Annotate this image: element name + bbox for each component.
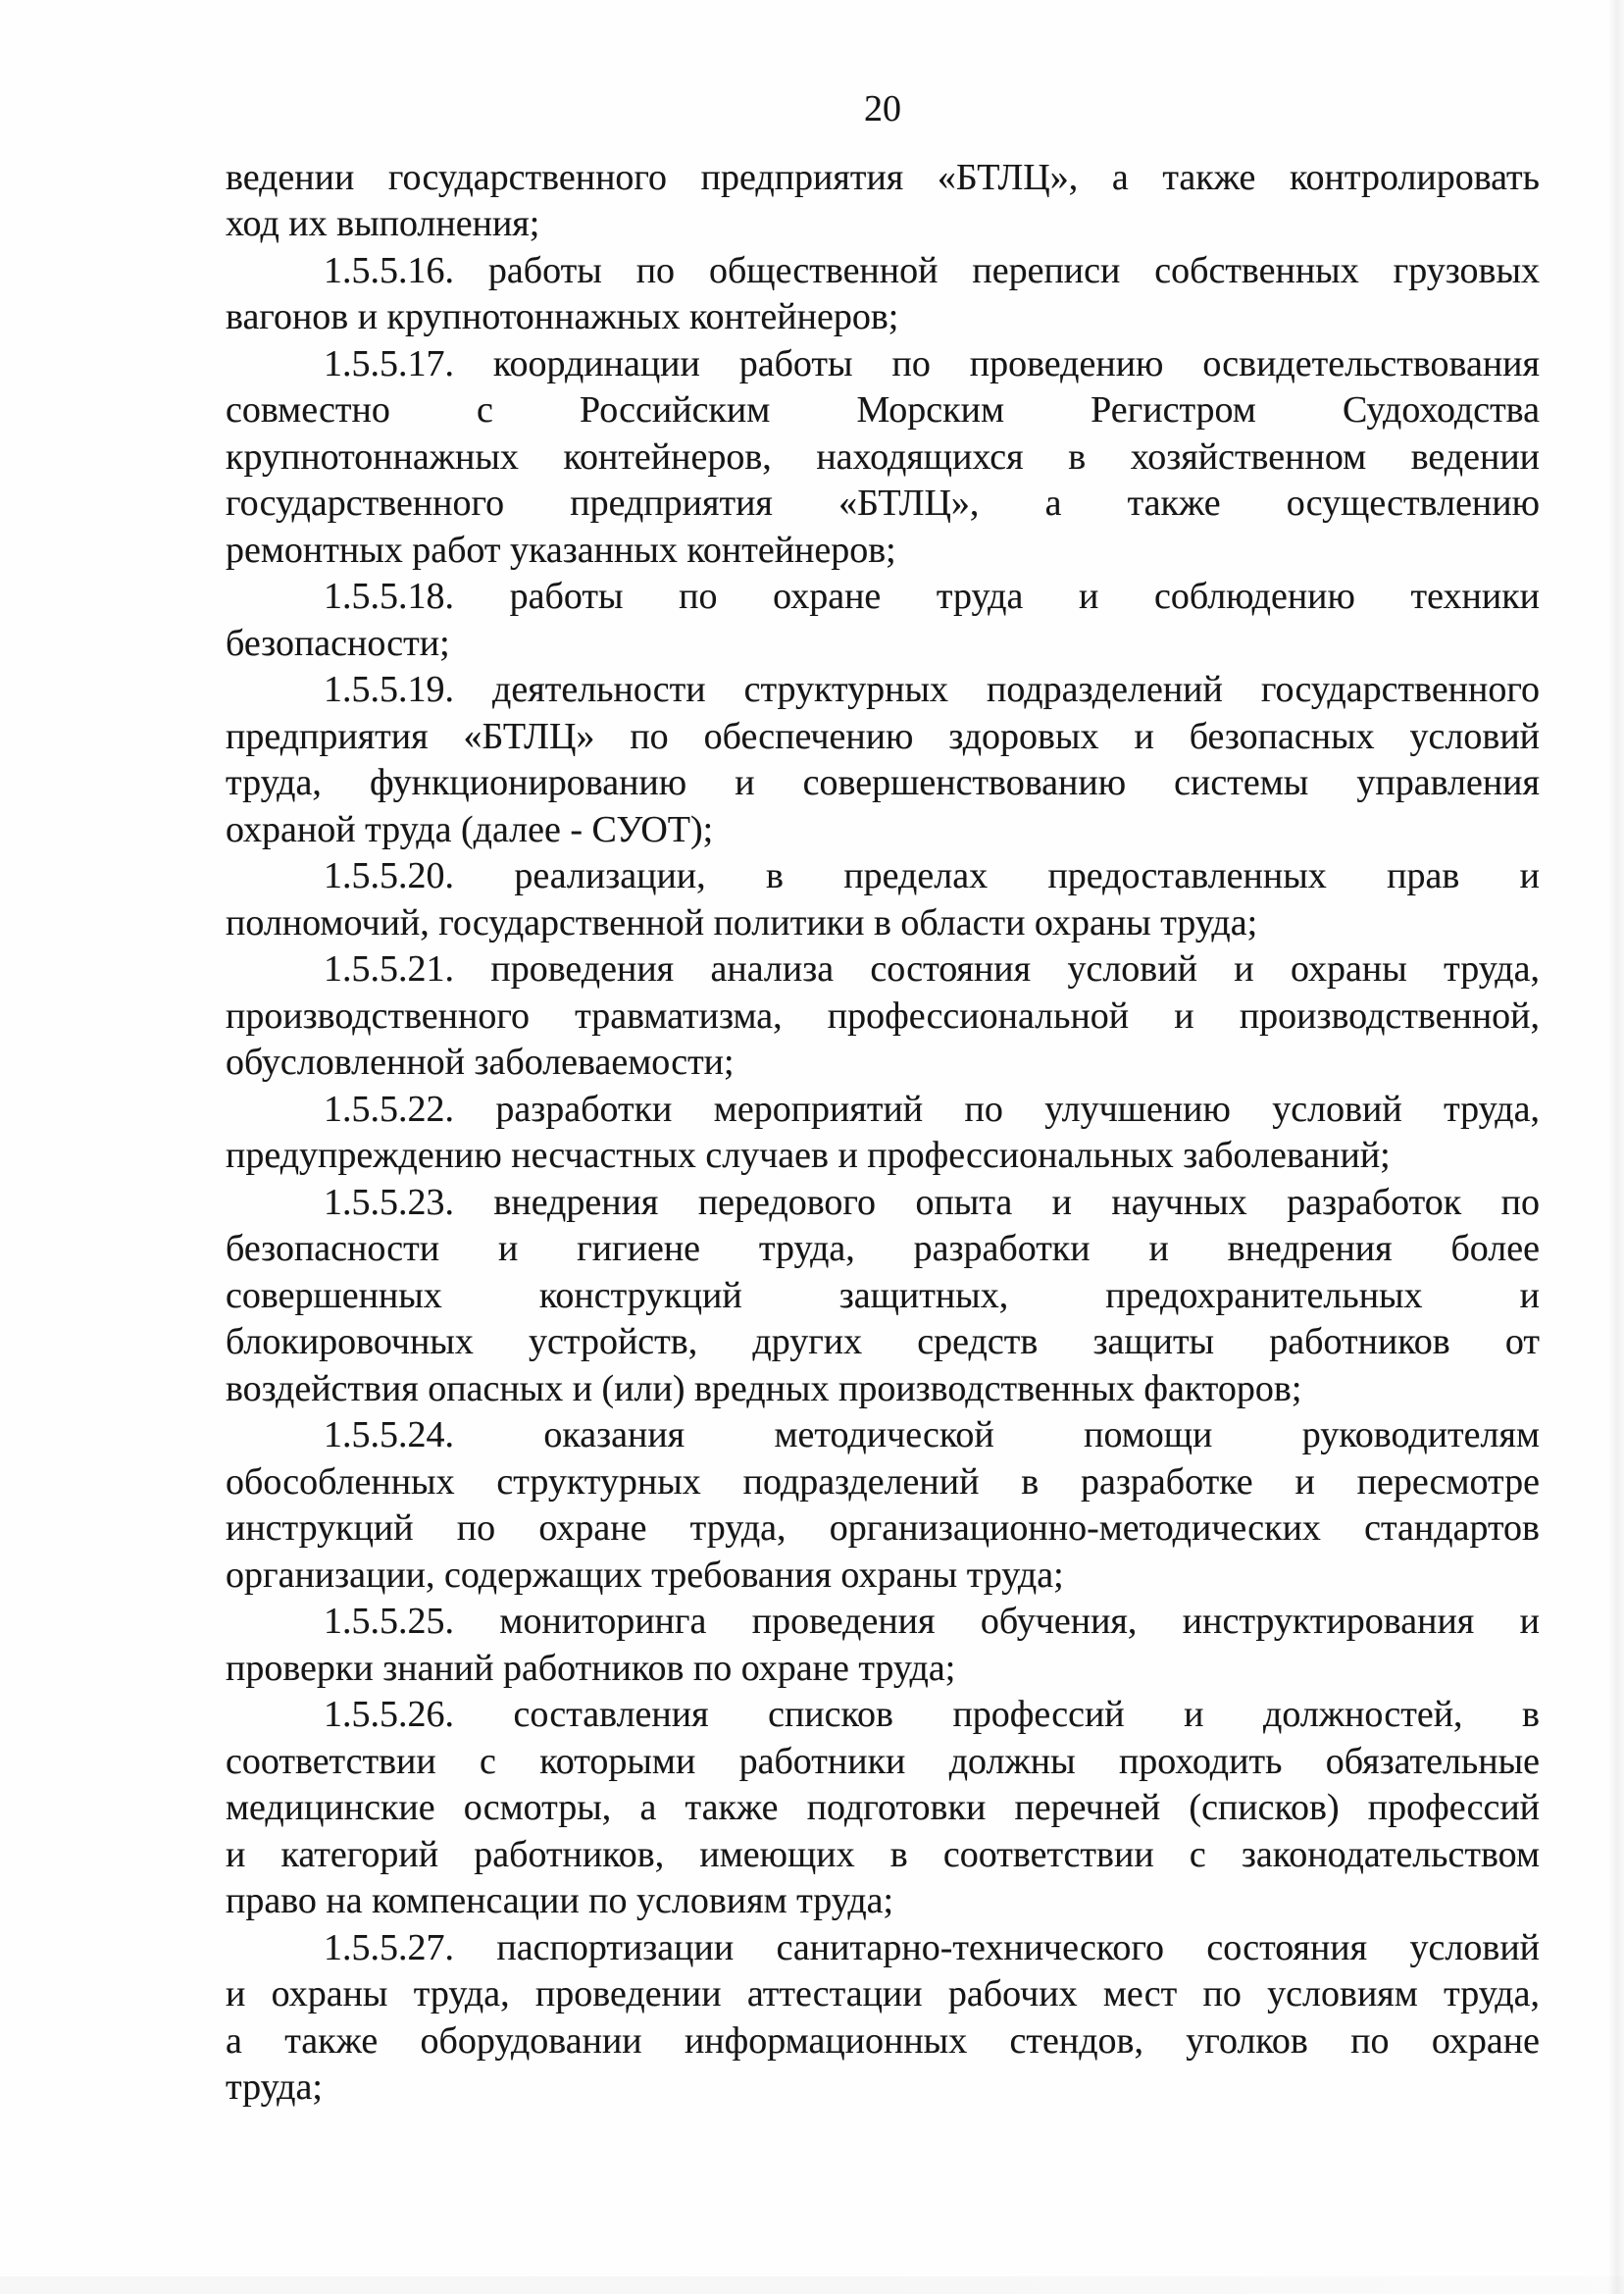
paragraph — [226, 1412, 1540, 1599]
text-line: 1.5.5.23. внедрения передового опыта и научных разработок по — [324, 1181, 1540, 1223]
text-line: полномочий, государственной политики в области охраны труда; — [226, 901, 1258, 943]
text-line: 1.5.5.22. разработки мероприятий по улучшению условий труда, — [324, 1088, 1540, 1130]
text-line: предупреждению несчастных случаев и профессиональных заболеваний; — [226, 1135, 1391, 1176]
text-line: 1.5.5.25. мониторинга проведения обучения, инструктирования и — [324, 1601, 1540, 1642]
paragraph — [226, 853, 1540, 946]
paragraph — [226, 574, 1540, 667]
text-line: ход их выполнения; — [226, 203, 540, 244]
text-line: 1.5.5.16. работы по общественной переписи собственных грузовых — [324, 249, 1540, 291]
text-line: 1.5.5.27. паспортизации санитарно-технического состояния условий — [324, 1926, 1540, 1968]
text-line: совместно с Российским Морским Регистром Судоходства — [226, 389, 1540, 431]
text-line: организации, содержащих требования охраны труда; — [226, 1554, 1064, 1596]
paragraph — [226, 946, 1540, 1087]
paragraph — [226, 667, 1540, 853]
text-line: 1.5.5.17. координации работы по проведению освидетельствования — [324, 342, 1540, 384]
text-line: 1.5.5.24. оказания методической помощи руководителям — [324, 1414, 1540, 1455]
text-line: инструкций по охране труда, организационно-методических стандартов — [226, 1507, 1540, 1549]
paragraph — [226, 341, 1540, 575]
text-line: труда, функционированию и совершенствованию системы управления — [226, 762, 1540, 803]
text-line: охраной труда (далее - СУОТ); — [226, 808, 714, 850]
scan-edge-shadow-right — [1608, 0, 1624, 2294]
text-line: блокировочных устройств, других средств защиты работников от — [226, 1321, 1540, 1362]
text-line: безопасности; — [226, 622, 450, 664]
text-line: вагонов и крупнотоннажных контейнеров; — [226, 296, 899, 337]
paragraph — [226, 1692, 1540, 1925]
paragraph — [226, 1180, 1540, 1413]
paragraph — [226, 248, 1540, 341]
text-line: и охраны труда, проведении аттестации рабочих мест по условиям труда, — [226, 1973, 1540, 2014]
text-line: обособленных структурных подразделений в разработке и пересмотре — [226, 1460, 1540, 1503]
text-line: 1.5.5.20. реализации, в пределах предоставленных прав и — [324, 855, 1540, 896]
text-line: 1.5.5.21. проведения анализа состояния условий и охраны труда, — [324, 948, 1540, 990]
paragraph — [226, 155, 1540, 248]
text-line: труда; — [226, 2066, 323, 2108]
text-line: совершенных конструкций защитных, предохранительных и — [226, 1274, 1540, 1316]
scan-edge-shadow-bottom — [0, 2276, 1624, 2294]
page-number: 20 — [864, 88, 901, 129]
text-line: обусловленной заболеваемости; — [226, 1042, 735, 1083]
text-line: 1.5.5.26. составления списков профессий и должностей, в — [324, 1694, 1540, 1735]
paragraph — [226, 1599, 1540, 1692]
text-line: крупнотоннажных контейнеров, находящихся в хозяйственном ведении — [226, 435, 1540, 478]
text-line: и категорий работников, имеющих в соответствии с законодательством — [226, 1833, 1540, 1875]
document-body — [226, 155, 1540, 2112]
text-column — [226, 0, 1540, 2112]
text-line: безопасности и гигиене труда, разработки и внедрения более — [226, 1228, 1540, 1269]
text-line: а также оборудовании информационных стендов, уголков по охране — [226, 2019, 1540, 2062]
text-line: ремонтных работ указанных контейнеров; — [226, 529, 896, 571]
text-line: соответствии с которыми работники должны проходить обязательные — [226, 1740, 1540, 1782]
text-line: производственного травматизма, профессиональной и производственной, — [226, 994, 1540, 1037]
text-line: 1.5.5.18. работы по охране труда и соблюдению техники — [324, 576, 1540, 617]
text-line: 1.5.5.19. деятельности структурных подразделений государственного — [324, 669, 1540, 710]
text-line: воздействия опасных и (или) вредных производственных факторов; — [226, 1367, 1302, 1409]
paragraph — [226, 1925, 1540, 2112]
text-line: государственного предприятия «БТЛЦ», а также осуществлению — [226, 483, 1540, 524]
text-line: проверки знаний работников по охране труда; — [226, 1647, 956, 1689]
text-line: медицинские осмотры, а также подготовки перечней (списков) профессий — [226, 1787, 1540, 1828]
text-line: ведении государственного предприятия «БТЛЦ», а также контролировать — [226, 156, 1540, 198]
text-line: предприятия «БТЛЦ» по обеспечению здоровых и безопасных условий — [226, 715, 1540, 757]
paragraph — [226, 1087, 1540, 1180]
text-line: право на компенсации по условиям труда; — [226, 1880, 894, 1921]
